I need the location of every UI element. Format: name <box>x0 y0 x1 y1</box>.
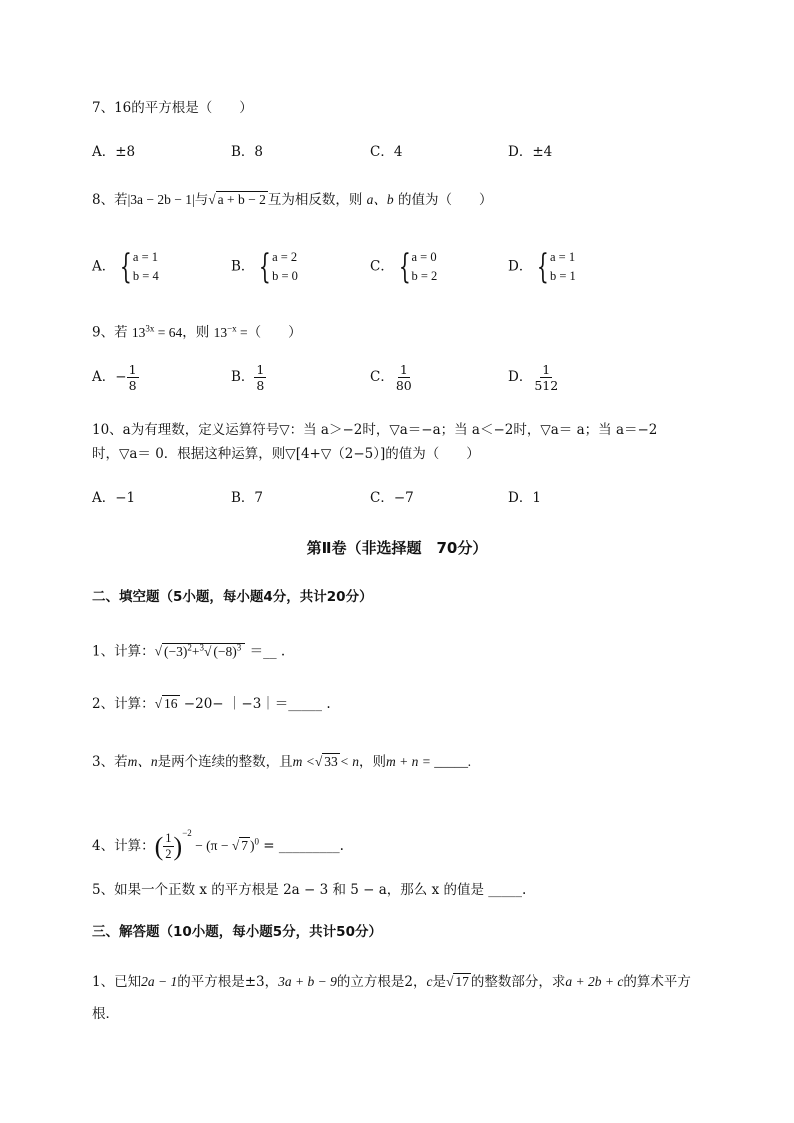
q8-radicand: a + b − 2 <box>217 192 266 207</box>
fill-1-root-index: 3 <box>199 642 204 652</box>
q7-option-b: B．8 <box>231 144 264 160</box>
q9-option-d <box>508 362 560 393</box>
q9-ask-rest: = <box>236 324 248 340</box>
solve-1-expr1: 2a − 1 <box>141 974 178 989</box>
fill-3-mid: 是两个连续的整数，且 <box>157 754 293 770</box>
q9-d-num: 1 <box>542 362 551 377</box>
q9-option-d-label: D． <box>508 369 533 385</box>
question-10-line-1: 10、a为有理数，定义运算符号▽：当 a＞−2时，▽a＝−a；当 a＜−2时，▽a＝ a；当 a＝−2 <box>92 422 658 438</box>
solve-1-a: 1、已知 <box>92 974 142 990</box>
q7-option-a: A．±8 <box>92 144 136 160</box>
q9-a-num: 1 <box>128 362 137 377</box>
q8-vars: a、b <box>366 192 394 207</box>
fill-question-5: 5、如果一个正数 x 的平方根是 2a − 3 和 5 − a，那么 x 的值是 _____. <box>92 882 527 898</box>
fill-3-vars: m、n <box>127 754 158 769</box>
fill-4-radicand: 7 <box>241 838 248 853</box>
q8-c-row2: b = 2 <box>411 269 438 283</box>
q9-option-c-label: C． <box>370 369 394 385</box>
q9-option-b <box>231 362 266 393</box>
q9-lead: 9、若 <box>92 324 128 341</box>
q8-option-b-system: { a = 2 b = 0 <box>259 247 298 287</box>
q9-b-num: 1 <box>256 362 265 377</box>
question-8-stem <box>92 190 492 210</box>
q8-d-row1: a = 1 <box>549 250 576 264</box>
fill-1-plus: + <box>191 643 200 659</box>
fill-3-ineq-left: m < <box>292 754 315 769</box>
q10-option-c: C．−7 <box>370 490 414 506</box>
q9-option-c <box>370 362 414 393</box>
q9-ask-exp: −x <box>227 323 237 333</box>
q9-option-a-fraction <box>127 362 139 393</box>
fill-2-lead: 2、计算： <box>92 696 155 712</box>
solve-1-var-c: c <box>426 974 433 989</box>
fill-3-answer: m + n = _____. <box>386 754 472 769</box>
fill-4-lead: 4、计算： <box>92 838 155 854</box>
q9-option-b-label: B． <box>231 369 255 385</box>
q8-option-b-label: B． <box>231 258 255 275</box>
q9-cond-exp: 3x <box>145 323 155 333</box>
fill-2-radicand: 16 <box>164 696 178 711</box>
q9-b-den: 8 <box>256 378 265 393</box>
q8-b-row2: b = 0 <box>272 269 298 283</box>
q8-b-row1: a = 2 <box>272 250 298 264</box>
fill-4-exp2: 0 <box>254 836 259 847</box>
q8-tail: 互为相反数，则 <box>267 192 363 208</box>
question-10-line-2: 时，▽a＝ 0．根据这种运算，则▽[4+▽（2−5）]的值为（ ） <box>92 446 480 462</box>
fill-2-sqrt: √ 16 <box>154 696 178 711</box>
solve-question-1-line-2: 根． <box>92 1006 119 1022</box>
fill-2-tail: −20− ｜−3｜＝_____ . <box>179 696 331 712</box>
q10-option-a: A．−1 <box>92 490 136 506</box>
section-2-title: 第Ⅱ卷（非选择题 70分） <box>306 539 488 557</box>
q8-sqrt: √ a + b − 2 <box>208 192 266 207</box>
fill-4-fraction <box>163 831 173 862</box>
question-9-stem <box>92 318 302 343</box>
solve-1-d: 是 <box>432 974 446 990</box>
solve-1-b: 的平方根是±3， <box>177 974 279 990</box>
q8-option-d-label: D． <box>508 258 533 275</box>
fill-question-4 <box>92 820 344 862</box>
q8-option-c-system: { a = 0 b = 2 <box>398 247 438 287</box>
q9-c-num: 1 <box>399 362 408 377</box>
solve-1-f: 的算术平方 <box>623 974 691 990</box>
q8-abs-expr: |3a − 2b − 1| <box>127 192 195 207</box>
q9-cond-rest: = 64 <box>154 324 183 340</box>
q8-option-d <box>508 248 576 286</box>
q9-option-b-fraction <box>254 362 266 393</box>
fill-4-rest2: ) <box>249 838 255 853</box>
q9-option-a <box>92 362 139 393</box>
q8-option-a-label: A． <box>92 258 116 275</box>
q8-lead: 8、若 <box>92 192 128 208</box>
q9-ask-base: 13 <box>213 324 228 340</box>
fill-4-den: 2 <box>165 847 172 862</box>
q9-option-d-fraction <box>532 362 560 393</box>
q9-cond-base: 13 <box>131 324 146 340</box>
q8-option-b <box>231 248 298 286</box>
fill-1-expression: √ $(-3)^2+^3√$ $(-8)^3$ <box>155 643 246 659</box>
q8-a-row2: b = 4 <box>132 269 159 283</box>
solve-1-radicand: 17 <box>455 974 469 989</box>
fill-1-radicand: $(-3)^2+^3√$ $(-8)^3$ <box>162 643 245 659</box>
fill-3-mid2: ，则 <box>359 754 386 770</box>
fill-3-ineq-right: < n <box>339 754 359 769</box>
fill-4-expression: ( $\frac{1}{2}$ )$^{-2}$ − (π − √ 7 )$^0$ <box>154 828 259 862</box>
fill-4-num: 1 <box>165 831 172 846</box>
fill-1-term1: (−3) <box>164 643 188 659</box>
fill-4-exp: −2 <box>182 828 192 838</box>
solve-1-expr2: 3a + b − 9 <box>278 974 337 989</box>
fill-4-tail: = _________. <box>258 838 344 854</box>
q8-d-row2: b = 1 <box>549 269 576 283</box>
fill-1-tail: ＝__ . <box>245 643 286 660</box>
q8-mid: 与 <box>194 192 209 208</box>
solve-question-1-line-1 <box>92 972 691 992</box>
q10-option-b: B．7 <box>231 490 264 506</box>
q8-a-row1: a = 1 <box>132 250 158 264</box>
q8-option-c <box>370 248 437 286</box>
fill-1-lead: 1、计算： <box>92 643 155 660</box>
question-7-stem: 7、16的平方根是（ ） <box>92 100 253 116</box>
q9-condition <box>132 325 182 340</box>
q8-end: 的值为（ ） <box>397 192 493 208</box>
q7-option-c: C．4 <box>370 144 403 160</box>
q9-a-den: 8 <box>128 378 137 393</box>
fill-3-radicand: 33 <box>324 754 338 769</box>
fill-1-inner-radicand <box>211 643 243 659</box>
q9-option-a-label: A． <box>92 369 116 385</box>
fill-3-lead: 3、若 <box>92 754 128 770</box>
fill-question-1 <box>92 637 285 662</box>
q8-option-a-system: { a = 1 b = 4 <box>120 247 159 287</box>
fill-4-rest: − (π − <box>191 838 232 853</box>
q9-option-c-fraction <box>394 362 414 393</box>
q9-ask <box>214 325 248 340</box>
solve-1-expr3: a + 2b + c <box>565 974 624 989</box>
solve-1-c: 的立方根是2， <box>336 974 427 990</box>
q9-end: （ ） <box>247 324 302 341</box>
q9-option-a-sign: − <box>115 369 127 385</box>
solve-1-e: 的整数部分，求 <box>470 974 566 990</box>
q8-option-a <box>92 248 159 286</box>
solve-heading: 三、解答题（10小题，每小题5分，共计50分） <box>92 924 382 940</box>
q10-option-d: D．1 <box>508 490 541 506</box>
q8-c-row1: a = 0 <box>411 250 437 264</box>
fill-1-term2: (−8) <box>213 643 237 659</box>
fill-1-term1-exp: 2 <box>187 642 192 652</box>
q9-d-den: 512 <box>534 378 559 393</box>
fill-1-term2-exp: 3 <box>236 642 242 652</box>
q8-option-c-label: C． <box>370 258 394 275</box>
fill-3-sqrt: √ 33 <box>314 754 338 769</box>
fill-in-heading: 二、填空题（5小题，每小题4分，共计20分） <box>92 589 373 605</box>
solve-1-sqrt: √ 17 <box>445 974 469 989</box>
q8-option-d-system: { a = 1 b = 1 <box>537 247 576 287</box>
fill-question-2 <box>92 694 331 714</box>
q7-option-d: D．±4 <box>508 144 553 160</box>
fill-question-3 <box>92 752 471 772</box>
q9-c-den: 80 <box>395 378 412 393</box>
q9-mid: ，则 <box>182 324 210 341</box>
